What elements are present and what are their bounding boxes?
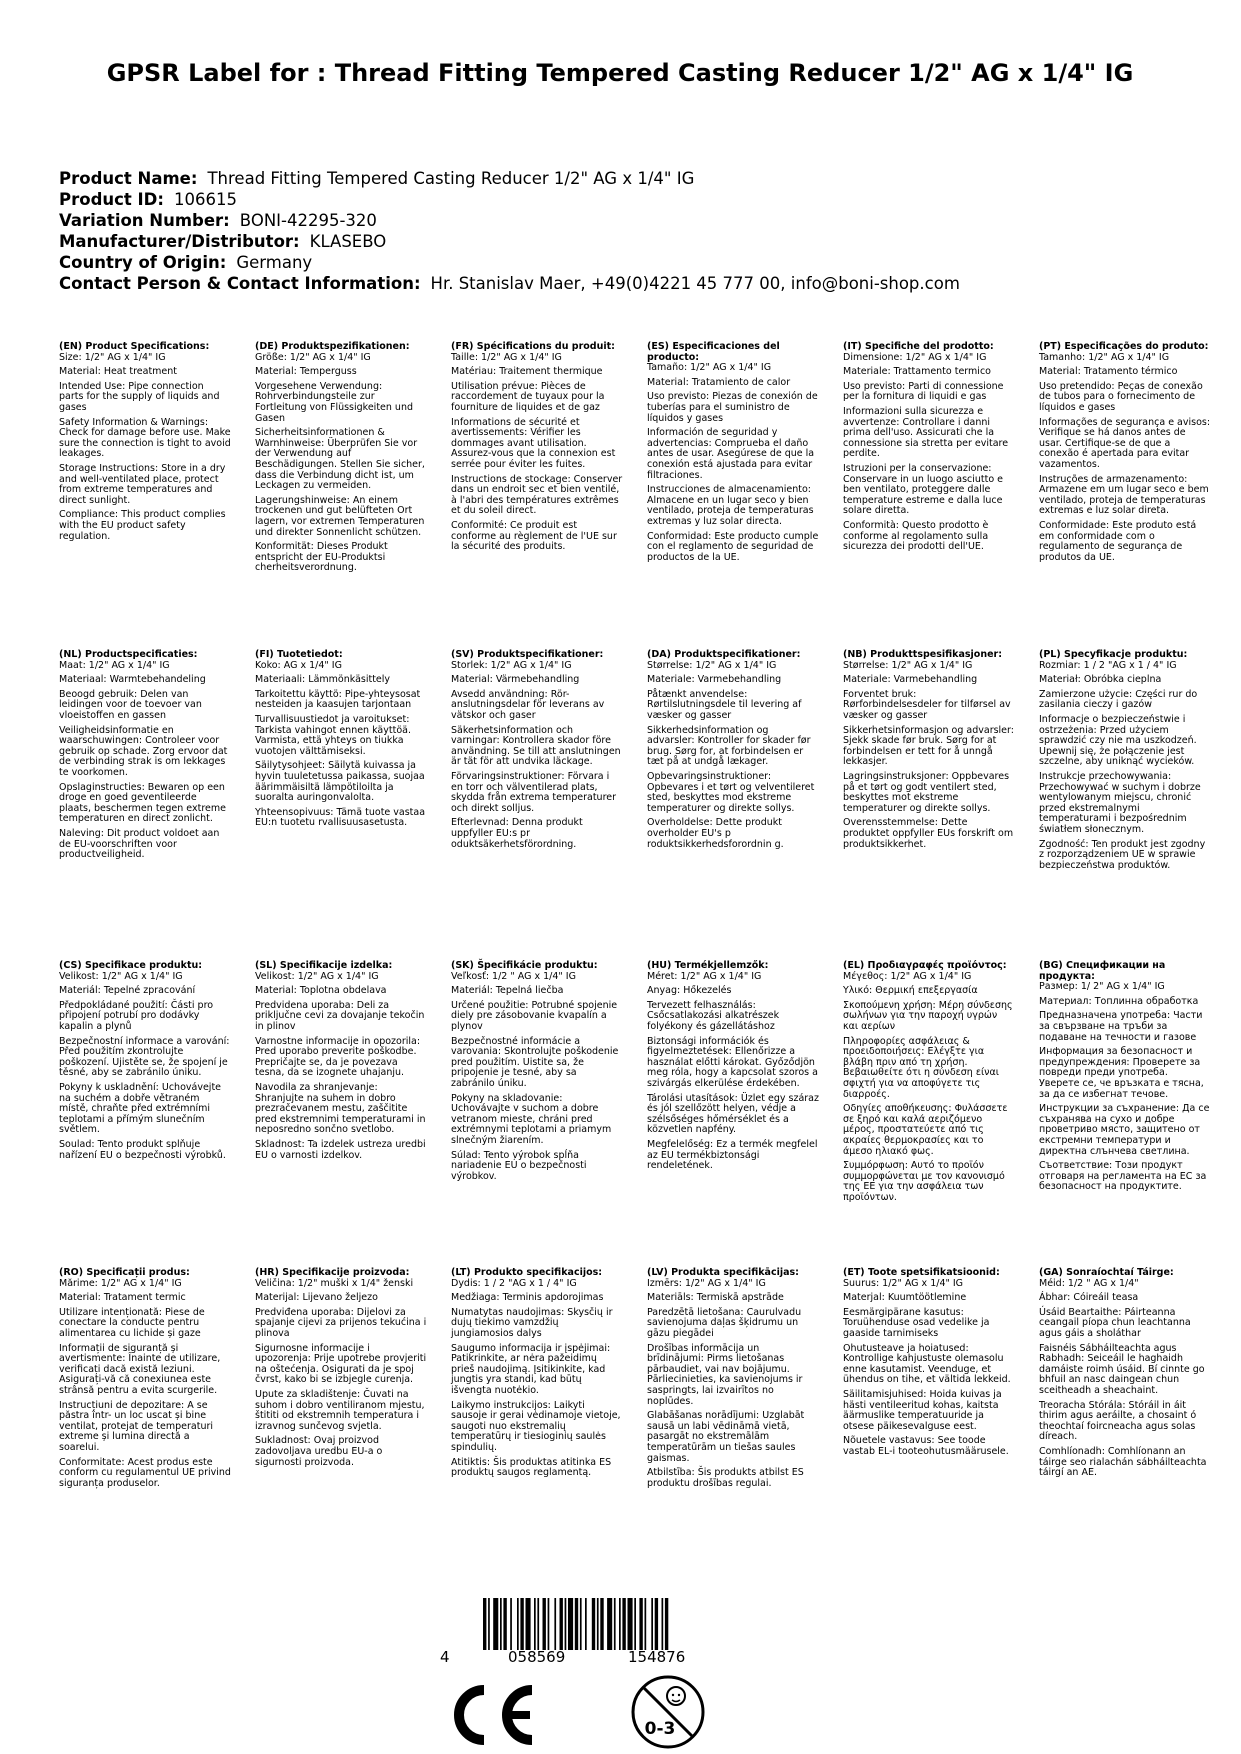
spec-line: Laikymo instrukcijos: Laikyti sausoje ir gerai vėdinamoje vietoje, saugoti nuo ekstremalių temperatūrų ir tiesioginių saulės spindulių. (451, 1399, 621, 1453)
info-value: Hr. Stanislav Maer, +49(0)4221 45 777 00, info@boni-shop.com (430, 274, 960, 293)
spec-title: (EN) Product Specifications: (59, 341, 210, 352)
spec-line: Istruzioni per la conservazione: Conservare in un luogo asciutto e ben ventilato, proteggere dalle temperature estreme e dalla luce solare diretta. (843, 462, 1004, 517)
spec-line: Efterlevnad: Denna produkt uppfyller EU:s pr oduktsäkerhetsförordning. (451, 817, 583, 850)
barcode-bar (526, 1598, 531, 1650)
info-label: Country of Origin: (59, 253, 227, 272)
spec-line: Glabāšanas norādījumi: Uzglabāt sausā un labi vēdināmā vietā, pasargāt no ekstremālām temperatūrām un tiešas saules gaismas. (647, 1410, 805, 1464)
spec-title: (SV) Produktspecifikationer: (451, 649, 604, 660)
spec-title: (RO) Specificații produs: (59, 1267, 190, 1278)
barcode-bar (575, 1598, 578, 1650)
spec-block (451, 1268, 623, 1483)
spec-line: Nõuetele vastavus: See toode vastab EL-i tooteohutusmäärusele. (843, 1435, 1009, 1457)
spec-line: Předpokládané použití: Části pro připojení potrubí pro dodávky kapalin a plynů (59, 999, 214, 1032)
spec-title: (BG) Спецификации на продукта: (1039, 960, 1166, 982)
spec-size: Rozmiar: 1 / 2 "AG x 1 / 4" IG (1039, 659, 1177, 671)
info-variation-number (59, 210, 1199, 231)
spec-block (647, 961, 819, 1176)
spec-block (59, 961, 231, 1165)
spec-block (1039, 650, 1211, 875)
product-info (59, 168, 1199, 294)
spec-size: Größe: 1/2" AG x 1/4" IG (255, 351, 371, 363)
barcode-bar (493, 1598, 498, 1650)
spec-line: Beoogd gebruik: Delen van leidingen voor de toevoer van vloeistoffen en gassen (59, 688, 202, 721)
spec-line: Varnostne informacije in opozorila: Pred uporabo preverite poškodbe. Prepričajte se, da je povezava tesna, da se izognete uhajanju. (255, 1035, 421, 1079)
barcode-bars (483, 1598, 723, 1650)
page-title: GPSR Label for : Thread Fitting Tempered Casting Reducer 1/2" AG x 1/4" IG (106, 59, 1134, 87)
spec-size: Størrelse: 1/2" AG x 1/4" IG (647, 659, 777, 671)
spec-line: Yhteensopivuus: Tämä tuote vastaa EU:n tuotetu rvallisuusasetusta. (255, 806, 426, 829)
spec-size: Maat: 1/2" AG x 1/4" IG (59, 659, 170, 671)
spec-block (843, 1268, 1015, 1462)
spec-block (647, 342, 819, 567)
spec-title: (NL) Productspecificaties: (59, 649, 198, 660)
spec-title: (PT) Especificações do produto: (1039, 341, 1209, 352)
barcode-bar (534, 1598, 536, 1650)
spec-line: Navodila za shranjevanje: Shranjujte na suhem in dobro prezračevanem mestu, zaščitite pred ekstremnimi temperaturami in neposredno sončno svetlobo. (255, 1081, 426, 1136)
spec-line: Vorgesehene Verwendung: Rohrverbindungsteile zur Fortleitung von Flüssigkeiten und Gasen (255, 380, 414, 424)
spec-line: Förvaringsinstruktioner: Förvara i en torr och välventilerad plats, skydda från extrema temperaturer och direkt solljus. (451, 770, 617, 814)
spec-line: Материал: Топлинна обработка (1039, 995, 1199, 1007)
spec-line: Materijal: Lijevano željezo (255, 1292, 378, 1304)
spec-line: Ábhar: Cóireáil teasa (1039, 1292, 1139, 1304)
spec-size: Izmērs: 1/2" AG x 1/4" IG (647, 1277, 766, 1289)
barcode (438, 1598, 728, 1670)
spec-size: Méid: 1/2 " AG x 1/4" (1039, 1277, 1139, 1289)
spec-line: Materiál: Tepelné zpracování (59, 985, 196, 997)
spec-line: Matériau: Traitement thermique (451, 366, 603, 378)
spec-line: Paredzētā lietošana: Caurulvadu savienojuma daļas šķidrumu un gāzu piegādei (647, 1306, 802, 1339)
spec-line: Faisnéis Sábháilteachta agus Rabhadh: Seiceáil le haghaidh damáiste roimh úsáid. Bí cinnte go bhfuil an nasc daingean chun sceitheadh a sheachaint. (1039, 1342, 1205, 1396)
spec-line: Conformitate: Acest produs este conform cu regulamentul UE privind siguranța produselor. (59, 1456, 231, 1489)
spec-title: (GA) Sonraíochtaí Táirge: (1039, 1267, 1174, 1278)
spec-line: Atitiktis: Šis produktas atitinka ES produktų saugos reglamentą. (451, 1456, 612, 1479)
spec-line: Инструкции за съхранение: Да се съхранява на сухо и добре проветриво място, защитено от екстремни температури и директна слънчева светлина. (1039, 1103, 1210, 1157)
spec-title: (DE) Produktspezifikationen: (255, 341, 410, 352)
spec-line: Conformité: Ce produit est conforme au règlement de l'UE sur la sécurité des produits. (451, 519, 617, 553)
spec-line: Informações de segurança e avisos: Verifique se há danos antes de usar. Certifique-se de que a conexão é apertada para evitar vazamentos. (1039, 416, 1211, 470)
spec-line: Instruções de armazenamento: Armazene em um lugar seco e bem ventilado, proteja de temperaturas extremas e luz solar direta. (1039, 473, 1209, 517)
spec-line: Medžiaga: Terminis apdorojimas (451, 1292, 604, 1304)
spec-size: Méret: 1/2" AG x 1/4" IG (647, 970, 762, 982)
barcode-bar (662, 1598, 664, 1650)
spec-title: (LV) Produkta specifikācijas: (647, 1267, 799, 1278)
spec-size: Tamaño: 1/2" AG x 1/4" IG (647, 362, 772, 374)
barcode-bar (655, 1598, 658, 1650)
barcode-bar (639, 1598, 642, 1650)
spec-line: Biztonsági információk és figyelmeztetések: Ellenőrizze a használat előtti károkat. Győződjön meg róla, hogy a kapcsolat szoros a szivárgás elkerülése érdekében. (647, 1035, 818, 1089)
info-label: Product ID: (59, 190, 164, 209)
spec-line: Uso pretendido: Peças de conexão de tubos para o fornecimento de líquidos e gases (1039, 380, 1203, 413)
spec-line: Zamierzone użycie: Części rur do zasilania cieczy i gazów (1039, 688, 1198, 711)
spec-line: Uso previsto: Parti di connessione per la fornitura di liquidi e gas (843, 380, 1004, 403)
spec-line: Materiale: Trattamento termico (843, 366, 991, 378)
spec-line: Storage Instructions: Store in a dry and well-ventilated place, protect from extreme temperatures and direct sunlight. (59, 462, 226, 506)
spec-line: Tárolási utasítások: Üzlet egy száraz és jól szellőzött helyen, védje a szélsőséges hőmérséklet és a közvetlen napfény. (647, 1092, 819, 1136)
spec-block (255, 961, 427, 1165)
spec-block (451, 650, 623, 854)
spec-title: (ET) Toote spetsifikatsioonid: (843, 1267, 1000, 1278)
spec-block (255, 342, 427, 578)
spec-line: Avsedd användning: Rör-anslutningsdelar för leverans av vätskor och gaser (451, 688, 605, 721)
barcode-bar (560, 1598, 563, 1650)
info-value: KLASEBO (309, 232, 387, 251)
info-contact (59, 273, 1199, 294)
spec-line: Skladnost: Ta izdelek ustreza uredbi EU o varnosti izdelkov. (255, 1138, 426, 1161)
spec-block (59, 650, 231, 865)
spec-title: (FI) Tuotetiedot: (255, 649, 343, 660)
spec-line: Intended Use: Pipe connection parts for the supply of liquids and gases (59, 380, 220, 413)
barcode-bar (580, 1598, 582, 1650)
spec-line: Numatytas naudojimas: Skysčių ir dujų tiekimo vamzdžių jungiamosios dalys (451, 1306, 613, 1339)
barcode-bar (488, 1598, 490, 1650)
spec-line: Material: Toplotna obdelava (255, 985, 387, 997)
spec-line: Bezpečnostní informace a varování: Před použitím zkontrolujte poškození. Ujistěte se, že spojení je těsné, aby se zabránilo úniku. (59, 1035, 230, 1079)
spec-line: Bezpečnostné informácie a varovania: Skontrolujte poškodenie pred použitím. Uistite sa, že pripojenie je tesné, aby sa zabránilo úniku. (451, 1035, 619, 1089)
barcode-bar (503, 1598, 506, 1650)
spec-line: Anyag: Hőkezelés (647, 985, 732, 997)
barcode-bar (607, 1598, 612, 1650)
spec-line: Predvidena uporaba: Deli za priključne cevi za dovajanje tekočin in plinov (255, 999, 425, 1032)
barcode-bar (520, 1598, 523, 1650)
spec-size: Dimensione: 1/2" AG x 1/4" IG (843, 351, 987, 363)
barcode-bar (614, 1598, 616, 1650)
spec-line: Conformità: Questo prodotto è conforme al regolamento sulla sicurezza dei prodotti dell'UE. (843, 519, 989, 553)
spec-line: Påtænkt anvendelse: Rørtilslutningsdele til levering af væsker og gasser (647, 688, 802, 721)
ce-mark-icon (454, 1684, 538, 1746)
spec-line: Ohutusteave ja hoiatused: Kontrollige kahjustuste olemasolu enne kasutamist. Veenduge, et ühendus on tihe, et vältida lekkeid. (843, 1342, 1011, 1386)
spec-size: Mărime: 1/2" AG x 1/4" IG (59, 1277, 182, 1289)
spec-line: Materiaal: Warmtebehandeling (59, 674, 206, 686)
info-label: Contact Person & Contact Information: (59, 274, 421, 293)
spec-line: Eesmärgipärane kasutus: Toruühenduse osad vedelike ja gaaside tarnimiseks (843, 1306, 990, 1339)
spec-line: Informazioni sulla sicurezza e avvertenze: Controllare i danni prima dell'uso. Assicurati che la connessione sia stretta per evitare perdite. (843, 405, 1009, 460)
spec-size: Storlek: 1/2" AG x 1/4" IG (451, 659, 572, 671)
spec-block (647, 1268, 819, 1493)
spec-size: Veličina: 1/2" muški x 1/4" ženski (255, 1277, 414, 1289)
spec-block (1039, 342, 1211, 567)
spec-line: Súlad: Tento výrobok spĺňa nariadenie EÚ o bezpečnosti výrobkov. (451, 1149, 587, 1182)
spec-title: (PL) Specyfikacje produktu: (1039, 649, 1188, 660)
barcode-bar (537, 1598, 539, 1650)
spec-line: Konformität: Dieses Produkt entspricht der EU-Produktsi cherheitsverordnung. (255, 541, 388, 574)
spec-line: Treoracha Stórála: Stóráil in áit thirim agus aeráilte, a chosaint ó theochtaí foircneacha agus solas díreach. (1039, 1399, 1197, 1443)
spec-line: Συμμόρφωση: Αυτό το προϊόν συμμορφώνεται με τον κανονισμό της ΕΕ για την ασφάλεια των προϊόντων. (843, 1160, 1005, 1203)
spec-line: Tervezett felhasználás: Csőcsatlakozási alkatrészek folyékony és gázellátáshoz (647, 999, 780, 1032)
spec-title: (NB) Produkttspesifikasjoner: (843, 649, 1003, 660)
spec-block (255, 650, 427, 833)
spec-size: Taille: 1/2" AG x 1/4" IG (451, 351, 562, 363)
spec-line: Sukladnost: Ovaj proizvod zadovoljava uredbu EU-a o sigurnosti proizvoda. (255, 1435, 383, 1468)
spec-line: Materjal: Kuumtöötlemine (843, 1292, 967, 1304)
spec-line: Material: Tratament termic (59, 1292, 186, 1304)
spec-size: Størrelse: 1/2" AG x 1/4" IG (843, 659, 973, 671)
spec-line: Zgodność: Ten produkt jest zgodny z rozporządzeniem UE w sprawie bezpieczeństwa produktów. (1039, 838, 1206, 871)
spec-line: Instrukcje przechowywania: Przechowywać w suchym i dobrze wentylowanym miejscu, chronić przed ekstremalnymi temperaturami i bezpośrednim światłem słonecznym. (1039, 770, 1201, 835)
spec-line: Turvallisuustiedot ja varoitukset: Tarkista vahingot ennen käyttöä. Varmista, että yhteys on tiukka vuotojen välttämiseksi. (255, 713, 411, 757)
spec-line: Съответствие: Този продукт отговаря на регламента на ЕС за безопасност на продуктите. (1039, 1160, 1207, 1193)
barcode-bar (619, 1598, 621, 1650)
spec-size: Tamanho: 1/2" AG x 1/4" IG (1039, 351, 1170, 363)
spec-line: Materiāls: Termiskā apstrāde (647, 1292, 784, 1304)
spec-line: Instructions de stockage: Conserver dans un endroit sec et bien ventilé, à l'abri des températures extrêmes et du soleil direct. (451, 473, 623, 517)
spec-line: Pokyny na skladovanie: Uchovávajte v suchom a dobre vetranom mieste, chráni pred extrémnymi teplotami a priamym slnečným žiarením. (451, 1092, 612, 1146)
spec-line: Conformidad: Este producto cumple con el reglamento de seguridad de productos de la UE. (647, 530, 819, 563)
barcode-digits-right: 154876 (628, 1648, 686, 1666)
info-value: BONI-42295-320 (239, 211, 377, 230)
spec-block (647, 650, 819, 854)
spec-line: Comhlíonadh: Comhlíonann an táirge seo rialachán sábháilteachta táirgí an AE. (1039, 1445, 1207, 1479)
spec-line: Säkerhetsinformation och varningar: Kontrollera skador före användning. Se till att anslutningen är tät för att undvika läckage. (451, 724, 621, 768)
spec-block (1039, 1268, 1211, 1483)
barcode-bar (597, 1598, 599, 1650)
spec-line: Forventet bruk: Rørforbindelsesdeler for tilførsel av væsker og gasser (843, 688, 1011, 721)
spec-line: Lagringsinstruksjoner: Oppbevares på et tørt og godt ventilert sted, beskyttes mot ekstreme temperaturer og direkte sollys. (843, 770, 1010, 814)
barcode-bar (517, 1598, 519, 1650)
info-product-name (59, 168, 1199, 189)
spec-line: Υλικό: Θερμική επεξεργασία (843, 985, 978, 997)
spec-line: Material: Tratamiento de calor (647, 376, 791, 388)
spec-line: Utilizare intenționată: Piese de conectare la conducte pentru alimentarea cu lichide și gaze (59, 1306, 205, 1339)
info-value: 106615 (173, 190, 237, 209)
spec-block (843, 961, 1015, 1207)
spec-line: Safety Information & Warnings: Check for damage before use. Make sure the connection is tight to avoid leakages. (59, 416, 231, 460)
spec-line: Instrucțiuni de depozitare: A se păstra într- un loc uscat și bine ventilat, protejat de temperaturi extreme și lumina directă a soarelui. (59, 1399, 214, 1453)
spec-line: Opslaginstructies: Bewaren op een droge en goed geventileerde plaats, beschermen tegen extreme temperaturen en direct zonlicht. (59, 781, 226, 825)
barcode-bar (554, 1598, 556, 1650)
spec-line: Compliance: This product complies with the EU product safety regulation. (59, 509, 226, 542)
spec-title: (DA) Produktspecifikationer: (647, 649, 801, 660)
spec-line: Materiál: Tepelná liečba (451, 985, 564, 997)
spec-line: Conformidade: Este produto está em conformidade com o regulamento de segurança de produtos da UE. (1039, 519, 1197, 563)
barcode-digit-first: 4 (440, 1648, 450, 1666)
barcode-bar (510, 1598, 512, 1650)
barcode-bar (592, 1598, 595, 1650)
spec-line: Naleving: Dit product voldoet aan de EU-voorschriften voor productveiligheid. (59, 827, 220, 861)
spec-size: Velikost: 1/2" AG x 1/4" IG (59, 970, 183, 982)
spec-title: (HR) Specifikacije proizvoda: (255, 1267, 410, 1278)
spec-line: Informations de sécurité et avertissements: Vérifier les dommages avant utilisation. Assurez-vous que la connexion est serrée pour éviter les fuites. (451, 416, 616, 470)
spec-line: Informacje o bezpieczeństwie i ostrzeżenia: Przed użyciem sprawdzić czy nie ma uszkodzeń. Upewnij się, że połączenie jest szczelne, aby uniknąć wycieków. (1039, 713, 1197, 768)
spec-line: Určené použitie: Potrubné spojenie diely pre zásobovanie kvapalín a plynov (451, 999, 618, 1032)
spec-line: Pokyny k uskladnění: Uchovávejte na suchém a dobře větraném místě, chraňte před extrémními teplotami a přímým slunečním světlem. (59, 1081, 222, 1136)
spec-line: Предназначена употреба: Части за свързване на тръби за подаване на течности и газове (1039, 1010, 1203, 1043)
barcode-bar (548, 1598, 550, 1650)
spec-line: Megfelelőség: Ez a termék megfelel az EU termékbiztonsági rendeletének. (647, 1138, 818, 1172)
spec-title: (IT) Specifiche del prodotto: (843, 341, 994, 352)
barcode-bar (645, 1598, 647, 1650)
spec-block (59, 342, 231, 546)
spec-title: (EL) Προδιαγραφές προϊόντος: (843, 960, 1007, 971)
spec-title: (HU) Termékjellemzők: (647, 960, 769, 971)
spec-block (843, 650, 1015, 854)
spec-line: Lagerungshinweise: An einem trockenen und gut belüfteten Ort lagern, vor extremen Temperaturen und direkter Sonnenlicht schützen. (255, 494, 425, 538)
spec-line: Overensstemmelse: Dette produktet oppfyller EUs forskrift om produktsikkerhet. (843, 817, 1014, 850)
spec-line: Saugumo informacija ir įspėjimai: Patikrinkite, ar nėra pažeidimų prieš naudojimą. Įsitikinkite, kad jungtis yra standi, kad būtų išvengta nuotėkio. (451, 1342, 611, 1396)
spec-title: (CS) Specifikace produktu: (59, 960, 203, 971)
barcode-bar (634, 1598, 636, 1650)
spec-line: Materiał: Obróbka cieplna (1039, 674, 1162, 686)
svg-text:0-3: 0-3 (644, 1719, 676, 1739)
spec-line: Drošības informācija un brīdinājumi: Pirms lietošanas pārbaudiet, vai nav bojājumu. Pārliecinieties, ka savienojums ir saspringts, lai izvairītos no noplūdes. (647, 1342, 803, 1407)
barcode-bar (651, 1598, 653, 1650)
spec-line: Veiligheidsinformatie en waarschuwingen: Controleer voor gebruik op schade. Zorg ervoor dat de verbinding strak is om lekkages te voorkomen. (59, 724, 228, 778)
spec-block (451, 961, 623, 1186)
barcode-bar (665, 1598, 668, 1650)
spec-line: Overholdelse: Dette produkt overholder EU's p roduktsikkerhedsforordnin g. (647, 817, 784, 850)
spec-line: Soulad: Tento produkt splňuje nařízení EU o bezpečnosti výrobků. (59, 1138, 226, 1161)
spec-line: Informații de siguranță și avertismente: Înainte de utilizare, verificați dacă există leziuni. Asigurați-vă că conexiunea este strânsă pentru a evita scurgerile. (59, 1342, 221, 1396)
spec-title: (SK) Špecifikácie produktu: (451, 960, 598, 971)
info-value: Germany (236, 253, 313, 272)
spec-title: (LT) Produkto specifikacijos: (451, 1267, 603, 1278)
barcode-bar (585, 1598, 587, 1650)
barcode-bar (600, 1598, 603, 1650)
info-manufacturer (59, 231, 1199, 252)
spec-block (1039, 961, 1211, 1197)
spec-size: Μέγεθος: 1/2" AG x 1/4" IG (843, 970, 972, 982)
info-value: Thread Fitting Tempered Casting Reducer 1/2" AG x 1/4" IG (207, 169, 695, 188)
spec-line: Sicherheitsinformationen & Warnhinweise: Überprüfen Sie vor der Verwendung auf Beschädigungen. Stellen Sie sicher, dass die Verbindung dicht ist, um Leckagen zu vermeiden. (255, 427, 425, 492)
barcode-bar (622, 1598, 625, 1650)
spec-line: Tarkoitettu käyttö: Pipe-yhteysosat nesteiden ja kaasujen tarjontaan (255, 688, 421, 711)
spec-line: Materiaali: Lämmönkäsittely (255, 674, 391, 686)
barcode-bar (483, 1598, 486, 1650)
spec-line: Οδηγίες αποθήκευσης: Φυλάσσετε σε ξηρό και καλά αεριζόμενο μέρος, προστατεύετε από τις ακραίες θερμοκρασίες και το άμεσο ηλιακό φως. (843, 1103, 1008, 1157)
spec-size: Размер: 1/ 2" AG x 1/4" IG (1039, 981, 1165, 993)
spec-line: Utilisation prévue: Pièces de raccordement de tuyaux pour la fourniture de liquides et de gaz (451, 380, 605, 413)
barcode-bar (565, 1598, 567, 1650)
spec-line: Πληροφορίες ασφάλειας & προειδοποιήσεις: Ελέγξτε για βλάβη πριν από τη χρήση. Βεβαιωθείτε ότι η σύνδεση είναι σφιχτή για να αποφύγετε τις διαρροές. (843, 1035, 999, 1100)
spec-line: Predviđena uporaba: Dijelovi za spajanje cijevi za prijenos tekućina i plinova (255, 1306, 427, 1339)
spec-line: Material: Värmebehandling (451, 674, 580, 686)
spec-line: Σκοπούμενη χρήση: Μέρη σύνδεσης σωλήνων για την παροχή υγρών και αερίων (843, 999, 1013, 1032)
spec-line: Material: Temperguss (255, 366, 357, 378)
spec-size: Velikost: 1/2" AG x 1/4" IG (255, 970, 379, 982)
age-0-3-warning-icon (630, 1674, 706, 1750)
spec-line: Opbevaringsinstruktioner: Opbevares i et tørt og velventileret sted, beskyttes mod ekstreme temperaturer og direkte sollys. (647, 770, 815, 814)
spec-line: Material: Tratamento térmico (1039, 366, 1178, 378)
spec-line: Instrucciones de almacenamiento: Almacene en un lugar seco y bien ventilado, proteja de temperaturas extremas y luz solar directa. (647, 484, 814, 527)
spec-line: Material: Heat treatment (59, 366, 178, 378)
spec-size: Koko: AG x 1/4" IG (255, 659, 342, 671)
barcode-bar (543, 1598, 546, 1650)
spec-line: Materiale: Varmebehandling (843, 674, 978, 686)
spec-line: Materiale: Varmebehandling (647, 674, 782, 686)
spec-block (451, 342, 623, 557)
spec-line: Información de seguridad y advertencias: Comprueba el daño antes de usar. Asegúrese de que la conexión está ajustada para evitar filtraciones. (647, 427, 815, 481)
info-label: Product Name: (59, 169, 198, 188)
spec-block (59, 1268, 231, 1493)
spec-line: Säilitamisjuhised: Hoida kuivas ja hästi ventileeritud kohas, kaitsta äärmuslike temperatuuride ja otsese päikesevalguse eest. (843, 1388, 1002, 1432)
spec-size: Dydis: 1 / 2 "AG x 1 / 4" IG (451, 1277, 577, 1289)
spec-line: Uso previsto: Piezas de conexión de tuberías para el suministro de líquidos y gases (647, 391, 818, 424)
info-label: Manufacturer/Distributor: (59, 232, 300, 251)
spec-block (843, 342, 1015, 557)
spec-line: Atbilstība: Šis produkts atbilst ES produktu drošības regulai. (647, 1467, 804, 1489)
spec-line: Sikkerhetsinformasjon og advarsler: Sjekk skade før bruk. Sørg for at forbindelsen er tett for å unngå lekkasjer. (843, 724, 1014, 768)
spec-size: Veľkosť: 1/2 " AG x 1/4" IG (451, 970, 576, 982)
spec-line: Sikkerhedsinformation og advarsler: Kontroller for skader før brug. Sørg for, at forbindelsen er tæt på at undgå lækager. (647, 724, 811, 768)
spec-line: Sigurnosne informacije i upozorenja: Prije upotrebe provjeriti na oštećenja. Osigurati da je spoj čvrst, kako bi se izbjegle curenja. (255, 1342, 427, 1386)
barcode-digits-left: 058569 (508, 1648, 566, 1666)
spec-title: (ES) Especificaciones del producto: (647, 341, 780, 363)
spec-size: Suurus: 1/2" AG x 1/4" IG (843, 1277, 964, 1289)
barcode-bar (568, 1598, 573, 1650)
info-country (59, 252, 1199, 273)
info-label: Variation Number: (59, 211, 230, 230)
info-product-id (59, 189, 1199, 210)
spec-title: (SL) Specifikacije izdelka: (255, 960, 393, 971)
spec-size: Size: 1/2" AG x 1/4" IG (59, 351, 166, 363)
barcode-bar (628, 1598, 633, 1650)
spec-line: Информация за безопасност и предупреждения: Проверете за повреди преди употреба. Уверете се, че връзката е тясна, за да се избегнат течове. (1039, 1046, 1204, 1100)
spec-title: (FR) Spécifications du produit: (451, 341, 615, 352)
spec-line: Úsáid Beartaithe: Páirteanna ceangail píopa chun leachtanna agus gáis a sholáthar (1039, 1306, 1191, 1339)
spec-line: Säilytysohjeet: Säilytä kuivassa ja hyvin tuuletetussa paikassa, suojaa äärimmäisiltä lämpötiloilta ja suoralta auringonvalolta. (255, 760, 425, 804)
spec-block (255, 1268, 427, 1472)
barcode-bar (500, 1598, 502, 1650)
spec-line: Upute za skladištenje: Čuvati na suhom i dobro ventiliranom mjestu, štititi od ekstremnih temperatura i izravnog sunčevog svjetla. (255, 1388, 425, 1432)
